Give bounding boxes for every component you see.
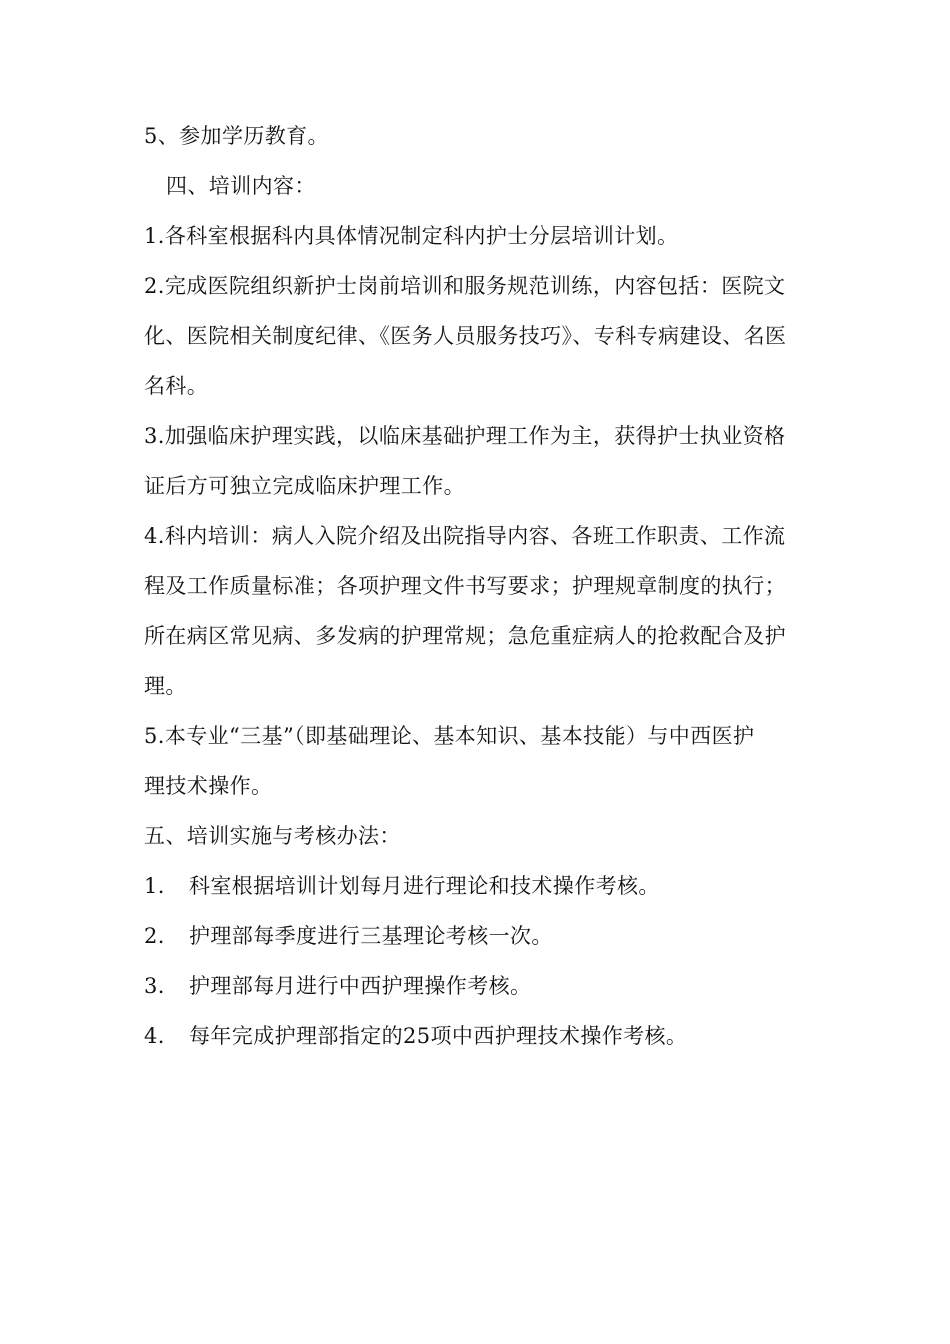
assessment-item [144,874,660,898]
assessment-item-number: 4. [144,1024,165,1048]
assessment-item [144,924,553,948]
assessment-item-text: 每年完成护理部指定的25项中西护理技术操作考核。 [189,1024,688,1048]
assessment-item-text: 科室根据培训计划每月进行理论和技术操作考核。 [189,874,660,898]
assessment-item-number: 2. [144,924,165,948]
training-content-4-line-4: 理。 [144,674,187,698]
assessment-item-text: 护理部每季度进行三基理论考核一次。 [189,924,553,948]
training-content-4-line-1: 4.科内培训：病人入院介绍及出院指导内容、各班工作职责、工作流 [144,524,786,548]
training-content-5-line-1: 5.本专业“三基”（即基础理论、基本知识、基本技能）与中西医护 [144,724,755,748]
training-content-4-line-3: 所在病区常见病、多发病的护理常规；急危重症病人的抢救配合及护 [144,624,786,648]
assessment-item [144,974,531,998]
item-5-education: 5、参加学历教育。 [144,124,329,148]
training-content-3-line-2: 证后方可独立完成临床护理工作。 [144,474,465,498]
training-content-4-line-2: 程及工作质量标准；各项护理文件书写要求；护理规章制度的执行； [144,574,786,598]
assessment-item-number: 3. [144,974,165,998]
training-content-5-line-2: 理技术操作。 [144,774,273,798]
training-content-1: 1.各科室根据科内具体情况制定科内护士分层培训计划。 [144,224,679,248]
training-content-2-line-3: 名科。 [144,374,209,398]
assessment-item [144,1024,687,1048]
section-5-heading: 五、培训实施与考核办法： [144,824,401,848]
training-content-2-line-2: 化、医院相关制度纪律、《医务人员服务技巧》、专科专病建设、名医 [144,324,787,348]
section-4-heading: 四、培训内容： [166,174,316,198]
training-content-3-line-1: 3.加强临床护理实践，以临床基础护理工作为主，获得护士执业资格 [144,424,786,448]
assessment-item-number: 1. [144,874,165,898]
training-content-2-line-1: 2.完成医院组织新护士岗前培训和服务规范训练，内容包括：医院文 [144,274,786,298]
assessment-item-text: 护理部每月进行中西护理操作考核。 [189,974,532,998]
